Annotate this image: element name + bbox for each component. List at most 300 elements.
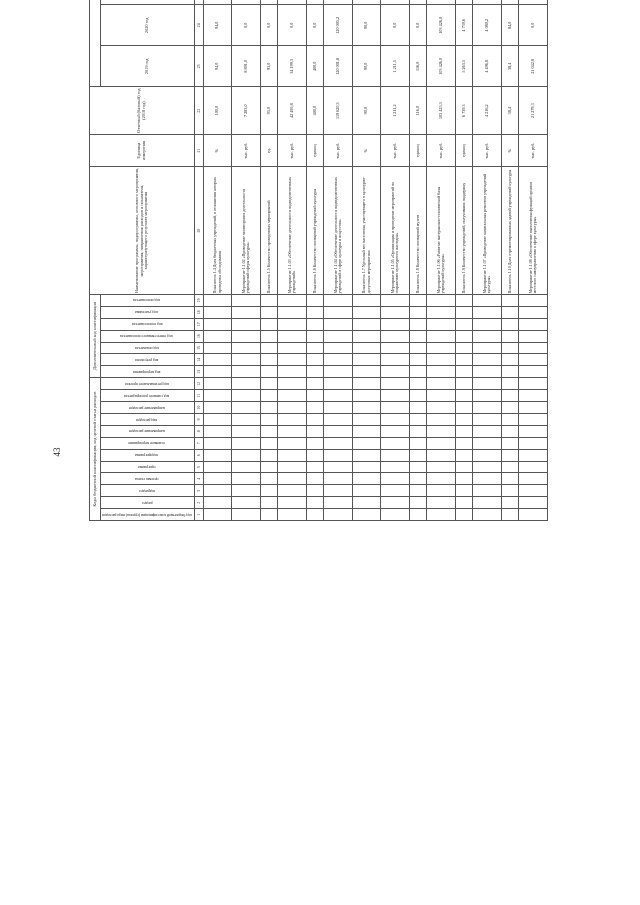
code-cell: [409, 402, 426, 414]
table-row: [278, 0, 307, 521]
code-cell: [306, 449, 323, 461]
row-base-value: 116,0: [409, 87, 426, 135]
row-year-value: 34 199,3: [278, 46, 307, 87]
code-cell: [306, 342, 323, 354]
code-cell: [473, 473, 502, 485]
code-cell: [501, 461, 518, 473]
code-cell: [519, 330, 548, 342]
header-name: Наименование программы, подпрограммы, основного мероприятия, мероприятия, направления расходов и показателя, характеризующего результат мероприятия: [90, 167, 195, 295]
code-cell: [306, 318, 323, 330]
table-row: [306, 0, 323, 521]
code-cell: [381, 497, 410, 509]
column-number: 14: [194, 354, 203, 366]
code-cell: [278, 449, 307, 461]
code-cell: [409, 306, 426, 318]
row-year-value: 0,0: [260, 5, 277, 46]
code-cell: [427, 509, 456, 521]
code-cell: [501, 413, 518, 425]
code-cell: [260, 473, 277, 485]
code-cell: [427, 402, 456, 414]
row-name: Мероприятие 1.1.02 «Проведение мониторинга деятельности учреждений сферы культуры»: [232, 167, 261, 295]
table-row: [232, 0, 261, 521]
code-cell: [427, 390, 456, 402]
row-base-value: 103 425,3: [427, 87, 456, 135]
subheader-code-14: код результата: [101, 354, 194, 366]
row-year-value: 38,4: [501, 46, 518, 87]
row-base-value: 400,0: [306, 87, 323, 135]
code-cell: [306, 390, 323, 402]
table-row: [381, 0, 410, 521]
code-cell: [381, 485, 410, 497]
code-cell: [519, 342, 548, 354]
code-cell: [473, 497, 502, 509]
code-cell: [232, 330, 261, 342]
code-cell: [409, 413, 426, 425]
subheader-code-6: подпрограмма: [101, 449, 194, 461]
code-cell: [501, 473, 518, 485]
code-cell: [381, 461, 410, 473]
code-cell: [232, 342, 261, 354]
table-row: [352, 0, 381, 521]
code-cell: [409, 378, 426, 390]
row-unit: тыс. руб.: [519, 134, 548, 166]
code-cell: [306, 378, 323, 390]
code-cell: [278, 366, 307, 378]
row-year-value: [352, 0, 381, 5]
code-cell: [501, 306, 518, 318]
code-cell: [278, 413, 307, 425]
code-cell: [352, 473, 381, 485]
column-number: 11: [194, 390, 203, 402]
code-cell: [352, 390, 381, 402]
code-cell: [473, 366, 502, 378]
code-cell: [352, 485, 381, 497]
code-cell: [519, 413, 548, 425]
row-year-value: [409, 0, 426, 5]
code-cell: [203, 473, 232, 485]
row-year-value: 94,0: [203, 46, 232, 87]
code-cell: [381, 413, 410, 425]
code-cell: [427, 461, 456, 473]
code-cell: [473, 378, 502, 390]
code-cell: [473, 354, 502, 366]
code-cell: [427, 485, 456, 497]
code-cell: [278, 330, 307, 342]
column-number: 13: [194, 366, 203, 378]
code-cell: [519, 449, 548, 461]
column-number: 24: [194, 5, 203, 46]
code-cell: [306, 413, 323, 425]
code-cell: [455, 449, 472, 461]
code-cell: [306, 437, 323, 449]
row-year-value: [324, 0, 353, 5]
code-cell: [473, 485, 502, 497]
code-cell: [324, 306, 353, 318]
code-cell: [519, 294, 548, 306]
code-cell: [455, 378, 472, 390]
subheader-code-15: код показателя: [101, 342, 194, 354]
code-cell: [352, 294, 381, 306]
code-cell: [501, 485, 518, 497]
row-year-value: 120 001,8: [324, 46, 353, 87]
code-cell: [381, 366, 410, 378]
row-year-value: 21 042,8: [519, 46, 548, 87]
code-cell: [324, 342, 353, 354]
subheader-code-4: целевая статья: [101, 473, 194, 485]
code-cell: [203, 485, 232, 497]
column-number: 7: [194, 437, 203, 449]
subheader-code-5: программа: [101, 461, 194, 473]
row-year-value: 8 891,0: [232, 46, 261, 87]
code-cell: [409, 330, 426, 342]
subheader-code-17: код соисполнителя: [101, 318, 194, 330]
code-cell: [352, 413, 381, 425]
row-base-value: 119 620,3: [324, 87, 353, 135]
row-name: Мероприятие 1.1.08 «Обеспечение выполнения функций органов местного самоуправления в сфере культуры»: [519, 167, 548, 295]
code-cell: [381, 294, 410, 306]
code-cell: [352, 342, 381, 354]
code-cell: [455, 461, 472, 473]
column-number: 16: [194, 330, 203, 342]
subheader-code-2: раздел: [101, 497, 194, 509]
code-cell: [381, 509, 410, 521]
code-cell: [324, 449, 353, 461]
table-row: [409, 0, 426, 521]
code-cell: [203, 354, 232, 366]
row-year-value: 90,0: [352, 5, 381, 46]
code-cell: [455, 354, 472, 366]
code-cell: [473, 294, 502, 306]
column-number: 18: [194, 306, 203, 318]
code-cell: [324, 509, 353, 521]
code-cell: [455, 485, 472, 497]
page-number: 43: [52, 447, 62, 457]
code-cell: [519, 497, 548, 509]
column-number: 1: [194, 509, 203, 521]
subheader-year-2: 2020 год: [101, 5, 194, 46]
column-number: 4: [194, 473, 203, 485]
code-cell: [409, 294, 426, 306]
code-cell: [232, 306, 261, 318]
code-cell: [381, 306, 410, 318]
column-number: 5: [194, 461, 203, 473]
code-cell: [455, 318, 472, 330]
code-cell: [455, 294, 472, 306]
code-cell: [473, 437, 502, 449]
code-cell: [306, 330, 323, 342]
code-cell: [306, 306, 323, 318]
code-cell: [352, 425, 381, 437]
code-cell: [232, 390, 261, 402]
code-cell: [352, 366, 381, 378]
row-name: Мероприятие 1.1.04 «Обеспечение деятельности подведомственных учреждений в сфере культуры и искусства»: [324, 167, 353, 295]
row-year-value: 94,0: [203, 5, 232, 46]
code-cell: [519, 318, 548, 330]
row-name: Показатель 1.4 Доля бюджетных учреждений, в отношении которых проведены обследования: [203, 167, 232, 295]
row-unit: %: [203, 134, 232, 166]
row-year-value: [473, 0, 502, 5]
code-cell: [519, 378, 548, 390]
code-cell: [427, 425, 456, 437]
code-cell: [501, 342, 518, 354]
table-row: [427, 0, 456, 521]
code-cell: [324, 485, 353, 497]
code-cell: [409, 390, 426, 402]
code-cell: [278, 437, 307, 449]
code-cell: [409, 437, 426, 449]
row-unit: тыс. руб.: [427, 134, 456, 166]
row-base-value: 42 495,8: [278, 87, 307, 135]
rotated-table-container: [89, 16, 548, 848]
code-cell: [519, 437, 548, 449]
code-cell: [278, 318, 307, 330]
code-cell: [409, 354, 426, 366]
code-cell: [203, 449, 232, 461]
code-cell: [324, 425, 353, 437]
code-cell: [324, 437, 353, 449]
header-years-group: [90, 0, 101, 87]
code-cell: [427, 306, 456, 318]
code-cell: [409, 342, 426, 354]
code-cell: [306, 354, 323, 366]
column-number: 8: [194, 425, 203, 437]
subheader-code-3: подраздел: [101, 485, 194, 497]
code-cell: [278, 390, 307, 402]
code-cell: [278, 485, 307, 497]
table-body: [203, 0, 547, 521]
row-base-value: 7 283,0: [232, 87, 261, 135]
column-number: 12: [194, 378, 203, 390]
row-base-value: 1 211,2: [381, 87, 410, 135]
row-unit: тыс. руб.: [278, 134, 307, 166]
code-cell: [427, 378, 456, 390]
code-cell: [278, 473, 307, 485]
header-row-1: [90, 0, 101, 521]
row-name: Мероприятие 1.1.06 «Развитие материально-технической базы учреждений культуры»: [427, 167, 456, 295]
code-cell: [232, 449, 261, 461]
code-cell: [324, 390, 353, 402]
subheader-code-16: код ответственного исполнителя: [101, 330, 194, 342]
code-cell: [232, 509, 261, 521]
code-cell: [203, 318, 232, 330]
table-row: [519, 0, 548, 521]
code-cell: [278, 342, 307, 354]
code-cell: [203, 437, 232, 449]
code-cell: [473, 402, 502, 414]
code-cell: [260, 354, 277, 366]
code-cell: [473, 306, 502, 318]
program-indicators-table: [89, 0, 548, 521]
code-cell: [427, 497, 456, 509]
code-cell: [306, 473, 323, 485]
code-cell: [473, 390, 502, 402]
column-number: 10: [194, 402, 203, 414]
code-cell: [352, 330, 381, 342]
code-cell: [409, 449, 426, 461]
code-cell: [519, 485, 548, 497]
code-cell: [427, 366, 456, 378]
row-unit: тыс. руб.: [324, 134, 353, 166]
code-cell: [232, 485, 261, 497]
code-cell: [381, 437, 410, 449]
code-cell: [473, 342, 502, 354]
code-cell: [352, 461, 381, 473]
header-unit: Единица измерения: [90, 134, 195, 166]
subheader-code-13: код мероприятия: [101, 366, 194, 378]
code-cell: [324, 413, 353, 425]
code-cell: [324, 366, 353, 378]
code-cell: [381, 425, 410, 437]
code-cell: [381, 378, 410, 390]
code-cell: [501, 366, 518, 378]
code-cell: [278, 294, 307, 306]
code-cell: [203, 425, 232, 437]
code-cell: [278, 497, 307, 509]
header-budget-codes: Коды бюджетной классификации, код целевой статьи расходов: [90, 378, 101, 521]
code-cell: [352, 354, 381, 366]
code-cell: [473, 461, 502, 473]
code-cell: [306, 425, 323, 437]
code-cell: [501, 390, 518, 402]
code-cell: [260, 330, 277, 342]
table-row: [203, 0, 232, 521]
code-cell: [455, 342, 472, 354]
code-cell: [501, 294, 518, 306]
code-cell: [455, 402, 472, 414]
row-year-value: 5 263,5: [455, 46, 472, 87]
code-cell: [324, 497, 353, 509]
code-cell: [519, 509, 548, 521]
code-cell: [260, 306, 277, 318]
code-cell: [473, 318, 502, 330]
subheader-code-7: основное мероприятие: [101, 437, 194, 449]
code-cell: [260, 318, 277, 330]
code-cell: [260, 413, 277, 425]
code-cell: [232, 318, 261, 330]
code-cell: [203, 497, 232, 509]
code-cell: [260, 378, 277, 390]
code-cell: [409, 485, 426, 497]
column-number: 9: [194, 413, 203, 425]
row-name: Мероприятие 1.1.05 «Организация и проведение мероприятий по сохранению культурного наследия»: [381, 167, 410, 295]
code-cell: [501, 425, 518, 437]
code-cell: [260, 366, 277, 378]
row-unit: %: [352, 134, 381, 166]
row-name: Показатель 1.8 Количество посещений музеев: [409, 167, 426, 295]
row-year-value: [501, 0, 518, 5]
row-year-value: [455, 0, 472, 5]
code-cell: [306, 366, 323, 378]
code-cell: [352, 306, 381, 318]
code-cell: [203, 509, 232, 521]
code-cell: [519, 366, 548, 378]
subheader-code-11: код главного распорядителя: [101, 390, 194, 402]
code-cell: [501, 318, 518, 330]
code-cell: [232, 354, 261, 366]
code-cell: [409, 509, 426, 521]
code-cell: [260, 485, 277, 497]
code-cell: [473, 449, 502, 461]
table-row: [260, 0, 277, 521]
row-year-value: 103 426,0: [427, 46, 456, 87]
subheader-code-1: код бюджетной классификации (группы) вида расходов: [101, 509, 194, 521]
code-cell: [203, 378, 232, 390]
column-number: [194, 0, 203, 5]
column-number-row: [194, 0, 203, 521]
row-base-value: 90,0: [352, 87, 381, 135]
code-cell: [203, 330, 232, 342]
row-year-value: 90,0: [352, 46, 381, 87]
code-cell: [306, 402, 323, 414]
code-cell: [473, 413, 502, 425]
code-cell: [455, 425, 472, 437]
column-number: 20: [194, 167, 203, 295]
row-year-value: 4 496,8: [473, 46, 502, 87]
code-cell: [501, 449, 518, 461]
code-cell: [519, 354, 548, 366]
row-unit: тыс. руб.: [381, 134, 410, 166]
code-cell: [455, 497, 472, 509]
code-cell: [203, 306, 232, 318]
row-name: Показатель 1.6 Количество посещений учреждений культуры: [306, 167, 323, 295]
row-name: Показатель 1.7 Удельный вес населения, участвующего в культурно-досуговых мероприятиях: [352, 167, 381, 295]
row-year-value: 0,0: [232, 5, 261, 46]
row-year-value: 93,0: [260, 46, 277, 87]
code-cell: [260, 497, 277, 509]
column-number: 17: [194, 318, 203, 330]
row-name: Мероприятие 1.1.03 «Обеспечение деятельности подведомственных учреждений»: [278, 167, 307, 295]
code-cell: [232, 402, 261, 414]
code-cell: [455, 437, 472, 449]
code-cell: [427, 294, 456, 306]
code-cell: [409, 366, 426, 378]
code-cell: [381, 330, 410, 342]
code-cell: [519, 461, 548, 473]
code-cell: [381, 390, 410, 402]
row-year-value: 0,0: [306, 5, 323, 46]
code-cell: [203, 390, 232, 402]
column-number: 23: [194, 46, 203, 87]
code-cell: [232, 294, 261, 306]
code-cell: [501, 354, 518, 366]
code-cell: [232, 473, 261, 485]
code-cell: [352, 497, 381, 509]
code-cell: [203, 461, 232, 473]
code-cell: [381, 402, 410, 414]
code-cell: [260, 425, 277, 437]
code-cell: [473, 425, 502, 437]
row-year-value: [278, 0, 307, 5]
code-cell: [501, 437, 518, 449]
code-cell: [278, 378, 307, 390]
code-cell: [203, 342, 232, 354]
row-name: Показатель 1.5 Количество проведенных мероприятий: [260, 167, 277, 295]
code-cell: [352, 449, 381, 461]
code-cell: [306, 461, 323, 473]
code-cell: [306, 485, 323, 497]
code-cell: [501, 509, 518, 521]
code-cell: [324, 354, 353, 366]
row-unit: ед.: [260, 134, 277, 166]
row-year-value: [260, 0, 277, 5]
subheader-code-18: код участника: [101, 306, 194, 318]
row-base-value: 100,0: [203, 87, 232, 135]
code-cell: [409, 425, 426, 437]
row-base-value: 38,4: [501, 87, 518, 135]
header-base-year: Отчетный (базовый) год (2018 год): [90, 87, 195, 135]
code-cell: [324, 318, 353, 330]
row-year-value: 400,0: [306, 46, 323, 87]
